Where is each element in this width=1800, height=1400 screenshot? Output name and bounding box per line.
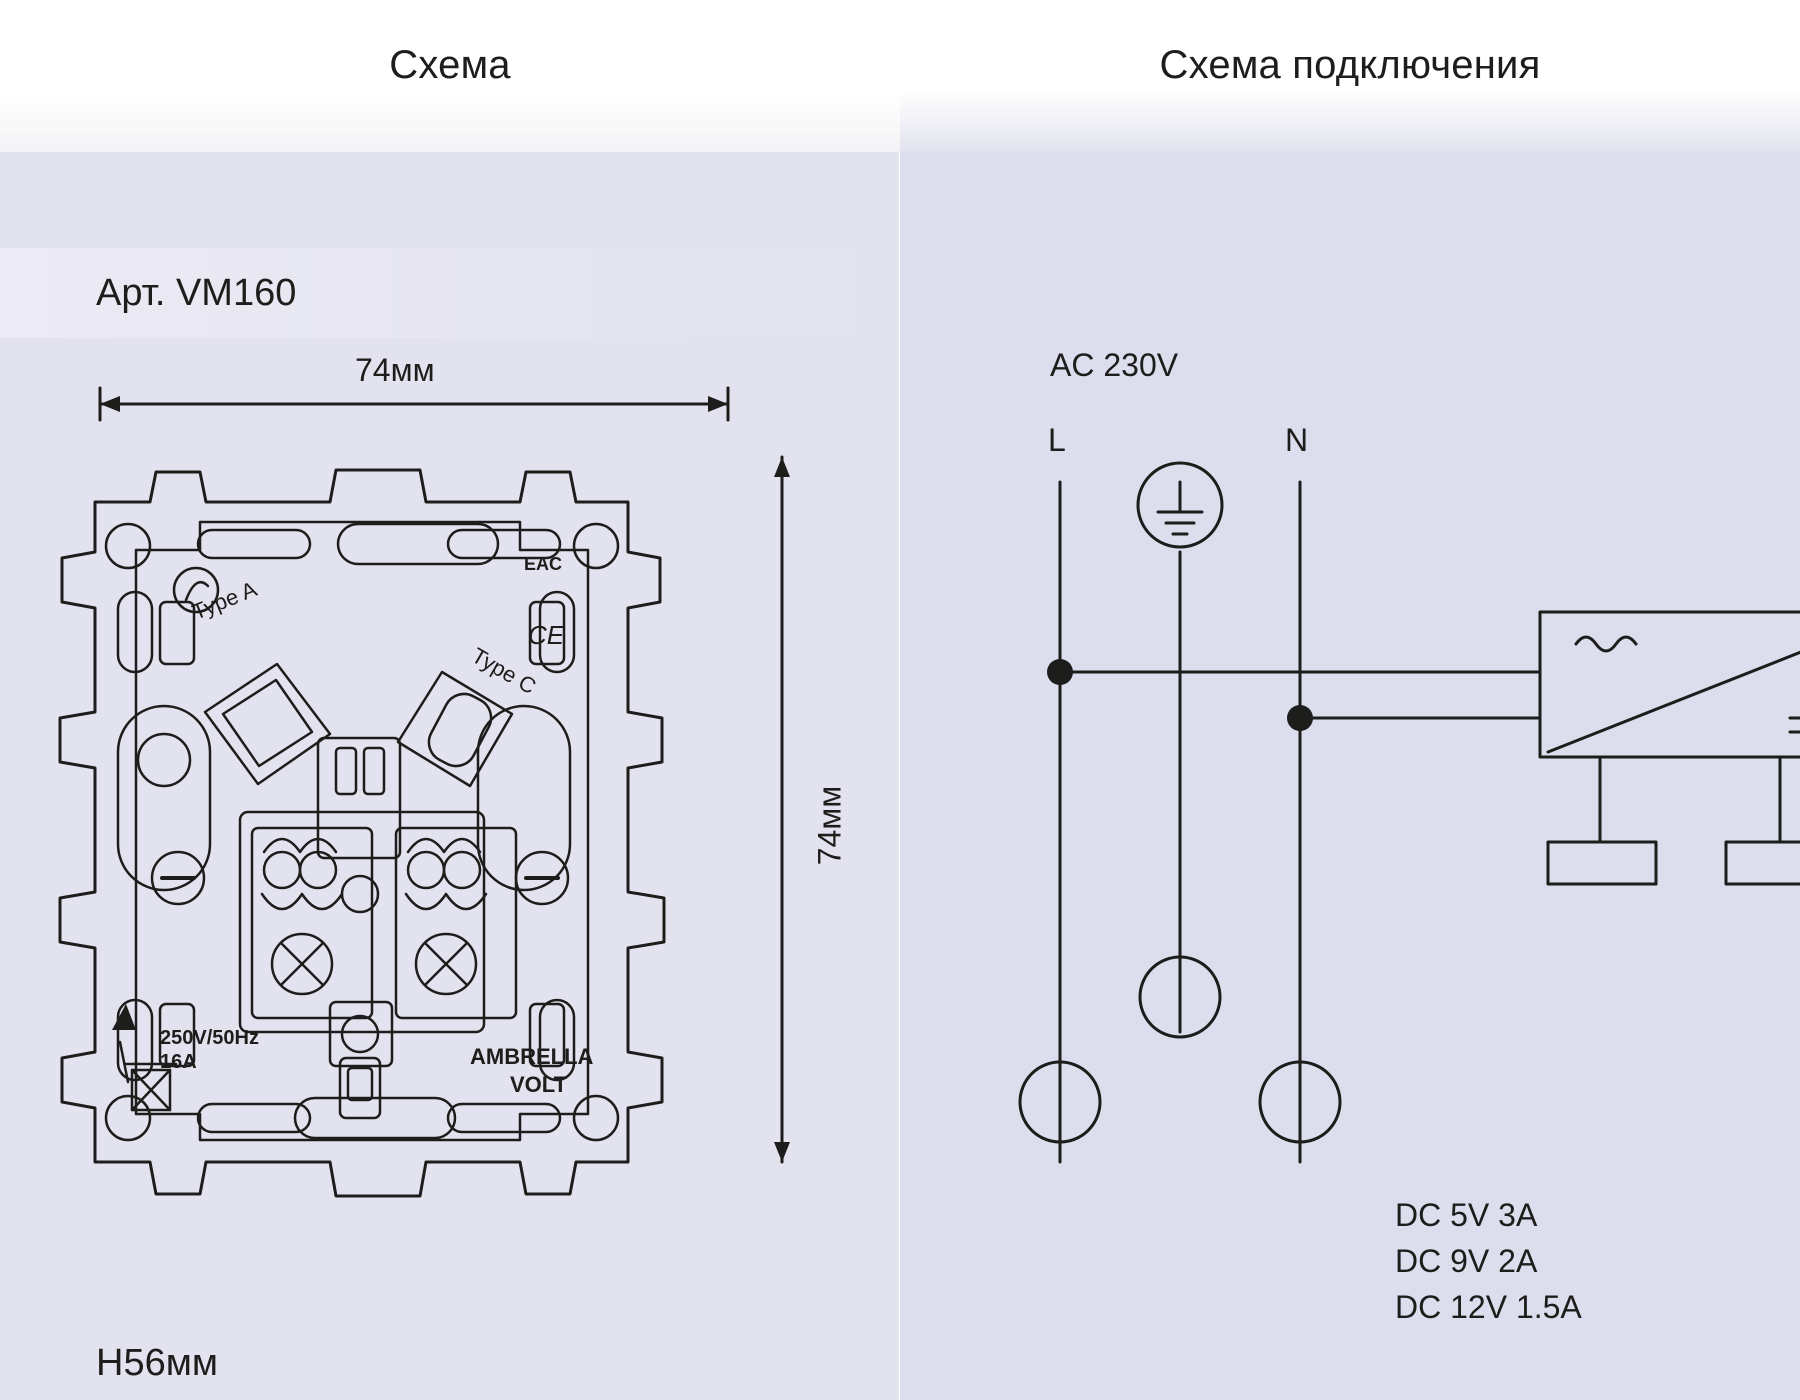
wiring-panel: [900, 152, 1800, 1400]
article-label: Арт. VM160: [96, 271, 297, 314]
line-label: L: [1048, 422, 1066, 458]
neutral-label: N: [1285, 422, 1309, 458]
dc-output-1: DC 5V 3A: [1395, 1197, 1538, 1233]
marking-ce: CE: [528, 620, 565, 650]
depth-label: H56мм: [96, 1342, 218, 1384]
marking-brand-1: AMBRELLA: [470, 1044, 594, 1069]
marking-eac: EAC: [524, 554, 563, 574]
device-drawing: [0, 152, 900, 1400]
marking-voltage: 250V/50Hz: [160, 1027, 259, 1049]
dc-output-list: [1395, 1192, 1582, 1330]
page-header: [0, 0, 1800, 152]
page-body: [0, 152, 1800, 1400]
marking-type-a: Type A: [188, 576, 261, 625]
marking-type-c: Type C: [467, 642, 541, 700]
schema-panel: [0, 152, 900, 1400]
header-cell-wiring: [900, 0, 1800, 152]
marking-current: 16A: [160, 1051, 197, 1073]
width-dimension-label: 74мм: [355, 352, 435, 388]
header-cell-schema: [0, 0, 900, 152]
dc-output-2: DC 9V 2A: [1395, 1243, 1538, 1279]
dc-output-3: DC 12V 1.5A: [1395, 1289, 1582, 1325]
marking-brand-2: VOLT: [510, 1072, 568, 1097]
wiring-diagram: [900, 152, 1800, 1400]
supply-label: AC 230V: [1050, 347, 1179, 383]
height-dimension-label: 74мм: [811, 785, 848, 866]
header-title-schema: Схема: [389, 42, 511, 87]
header-title-wiring: Схема подключения: [1159, 42, 1541, 87]
